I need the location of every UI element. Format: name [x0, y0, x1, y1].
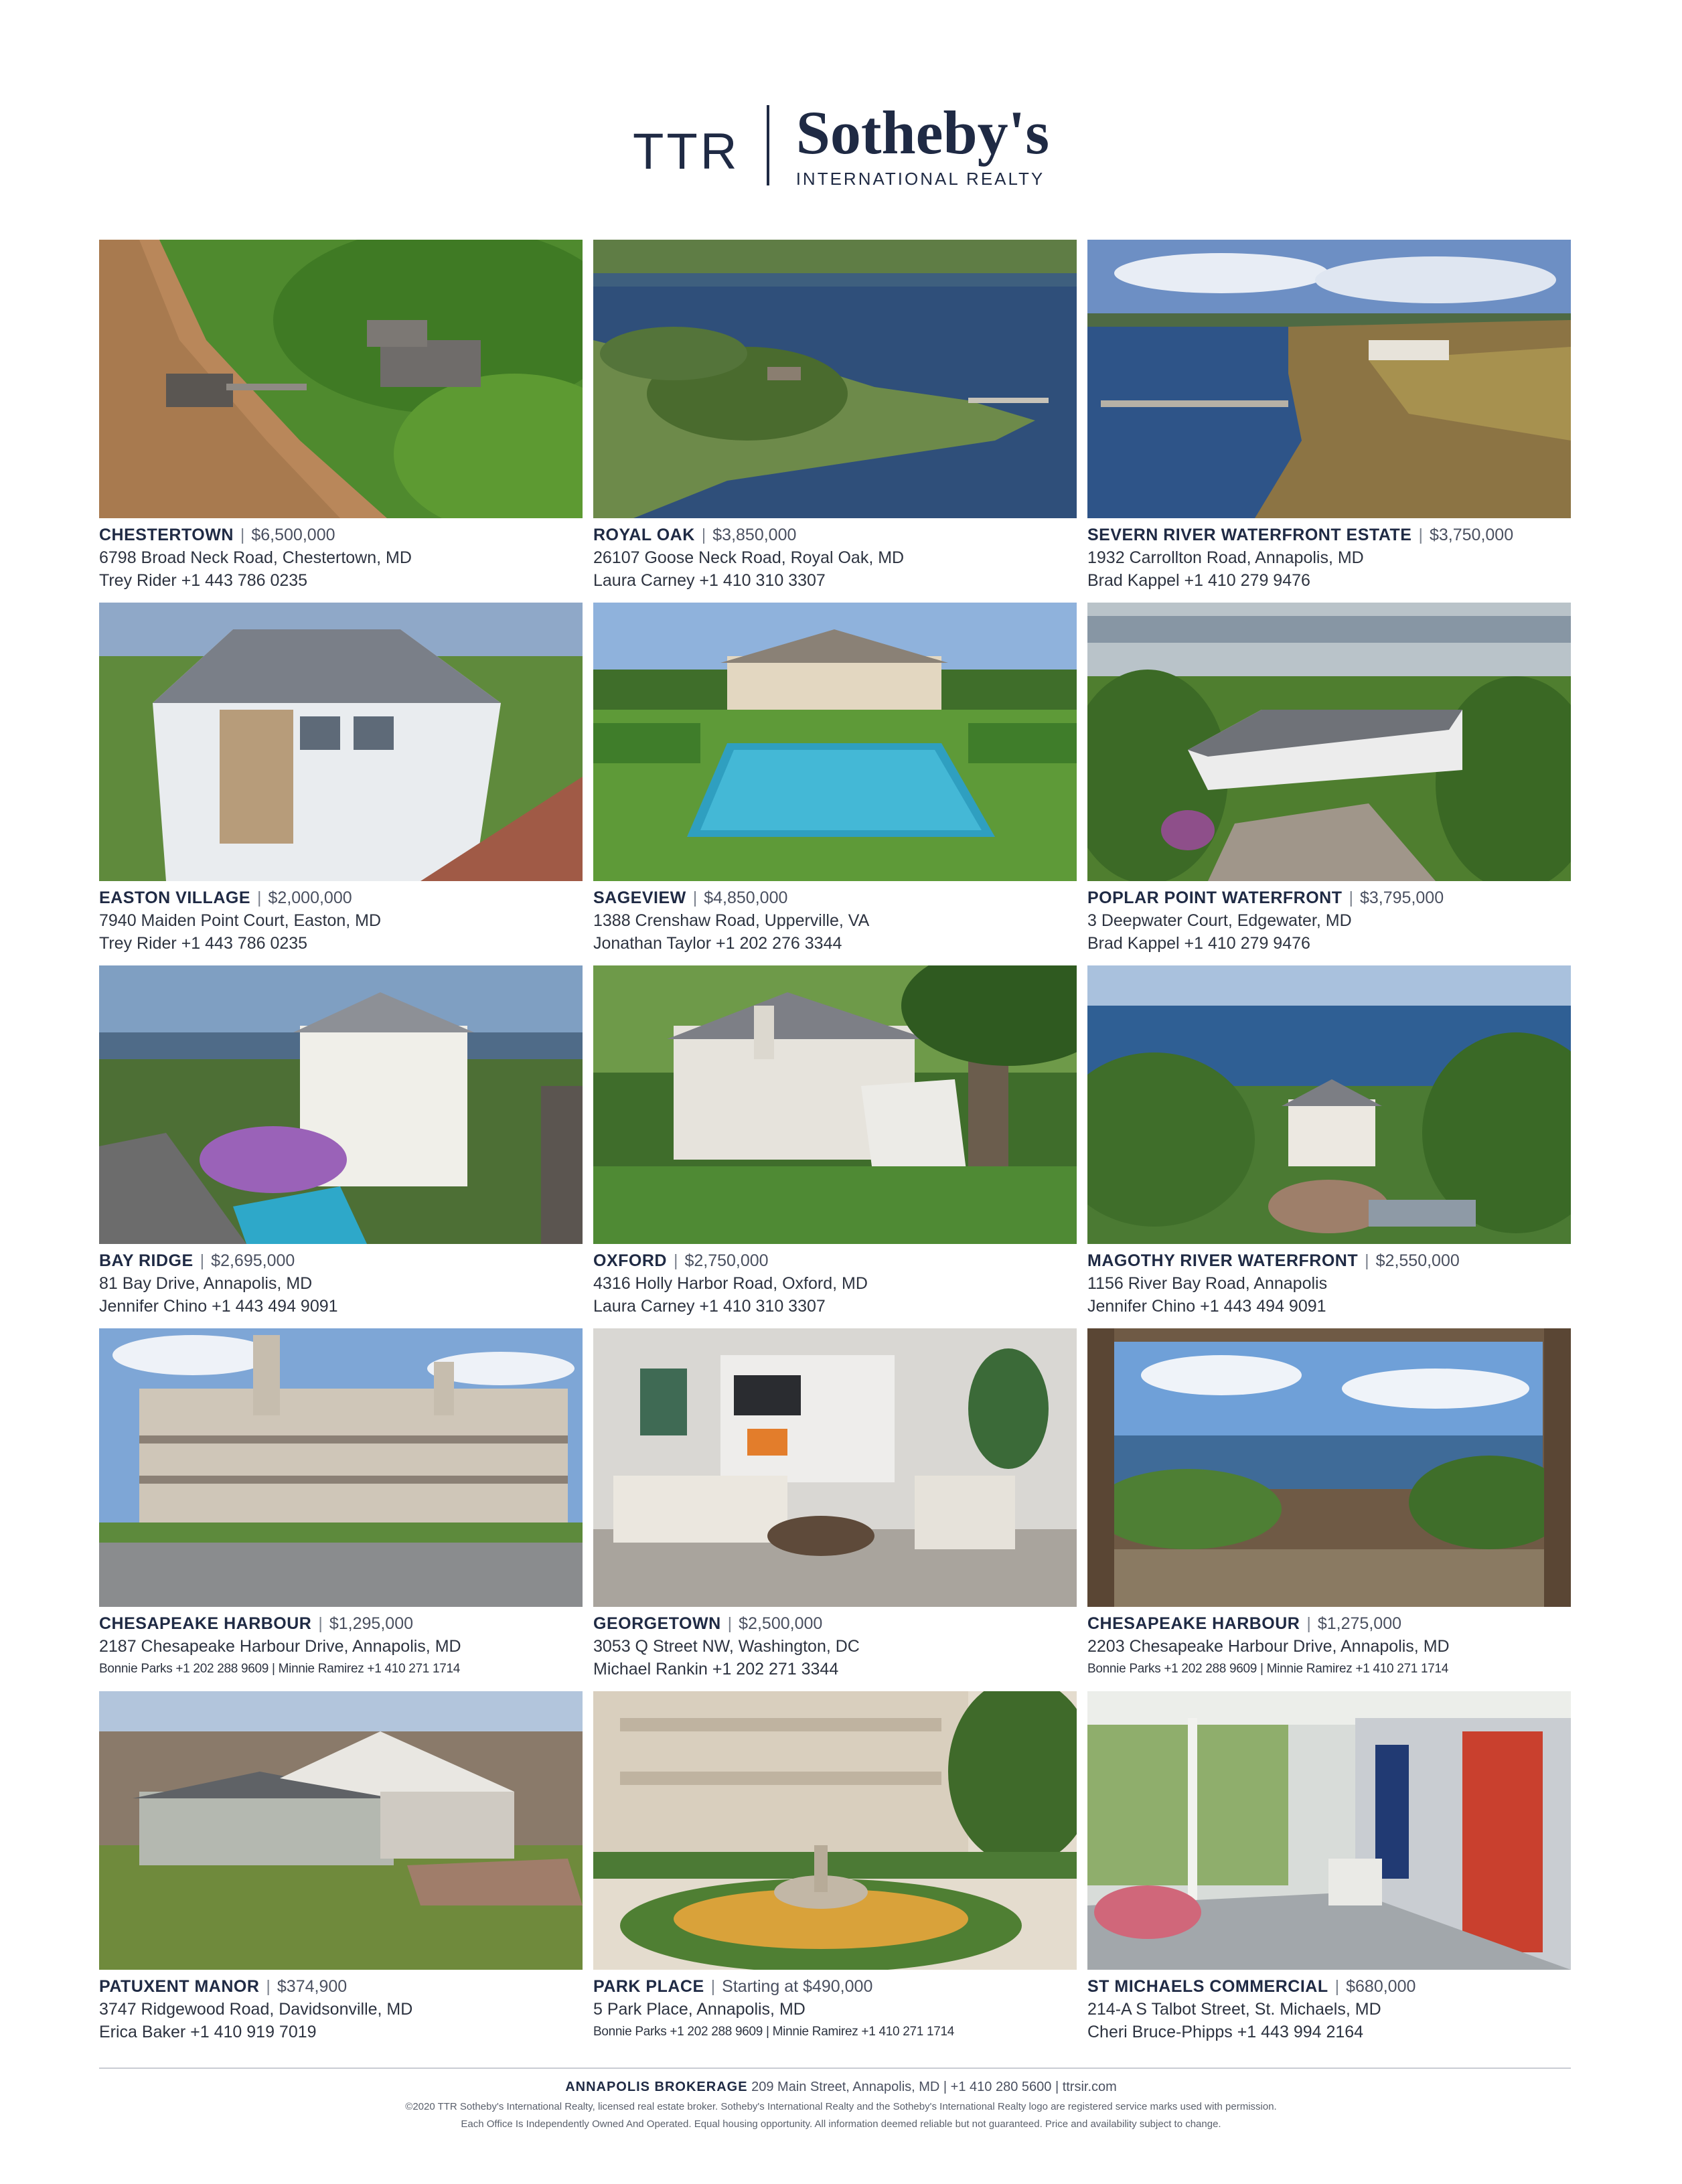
listing-caption: CHESTERTOWN | $6,500,000 6798 Broad Neck Road, Chestertown, MD Trey Rider +1 443 786 0235: [99, 524, 583, 592]
listing-name: ROYAL OAK: [593, 526, 695, 544]
listing-name: SAGEVIEW: [593, 888, 686, 907]
listing-price: $2,750,000: [684, 1251, 769, 1270]
listing-price: $680,000: [1346, 1977, 1416, 1996]
listing-price: $374,900: [277, 1977, 348, 1996]
listing-name: BAY RIDGE: [99, 1251, 194, 1270]
listing-address: 2203 Chesapeake Harbour Drive, Annapolis, MD: [1087, 1637, 1450, 1656]
listing-name: CHESTERTOWN: [99, 526, 234, 544]
listing-card[interactable]: [99, 603, 583, 965]
listing-photo: [1087, 1691, 1571, 1970]
listing-price: $3,795,000: [1359, 888, 1444, 907]
listing-card[interactable]: [593, 965, 1077, 1328]
listing-agent: Bonnie Parks +1 202 288 9609 | Minnie Ramirez +1 410 271 1714: [593, 2025, 955, 2039]
listing-photo: [593, 1691, 1077, 1970]
listing-photo: [1087, 240, 1571, 518]
listing-name: CHESAPEAKE HARBOUR: [1087, 1614, 1300, 1633]
listing-address: 5 Park Place, Annapolis, MD: [593, 2000, 806, 2019]
listing-photo: [99, 603, 583, 881]
listing-name: MAGOTHY RIVER WATERFRONT: [1087, 1251, 1359, 1270]
listing-caption: SEVERN RIVER WATERFRONT ESTATE | $3,750,000 1932 Carrollton Road, Annapolis, MD Brad Kappel +1 410 279 9476: [1087, 524, 1571, 592]
listing-agent: Bonnie Parks +1 202 288 9609 | Minnie Ramirez +1 410 271 1714: [1087, 1662, 1449, 1676]
listing-name: EASTON VILLAGE: [99, 888, 251, 907]
listing-card[interactable]: [593, 240, 1077, 603]
listing-caption: BAY RIDGE | $2,695,000 81 Bay Drive, Annapolis, MD Jennifer Chino +1 443 494 9091: [99, 1249, 583, 1318]
listing-caption: CHESAPEAKE HARBOUR | $1,295,000 2187 Chesapeake Harbour Drive, Annapolis, MD Bonnie Parks +1 202 288 9609 | Minnie Ramirez +1 410 271 1714: [99, 1612, 583, 1681]
legal-text: ©2020 TTR Sotheby's International Realty, licensed real estate broker. Sotheby's International Realty and the Sotheby's International Realty logo are registered service marks used with permission.: [405, 2101, 1277, 2112]
listing-address: 3053 Q Street NW, Washington, DC: [593, 1637, 860, 1656]
listing-agent: Trey Rider +1 443 786 0235: [99, 571, 308, 590]
listing-address: 7940 Maiden Point Court, Easton, MD: [99, 911, 382, 930]
listing-card[interactable]: [593, 1691, 1077, 2054]
listing-price: $1,275,000: [1317, 1614, 1401, 1633]
listing-caption: GEORGETOWN | $2,500,000 3053 Q Street NW, Washington, DC Michael Rankin +1 202 271 3344: [593, 1612, 1077, 1681]
listing-photo: [99, 240, 583, 518]
listing-card[interactable]: [99, 240, 583, 603]
disclaimer-text: Each Office Is Independently Owned And Operated. Equal housing opportunity. All information deemed reliable but not guaranteed. Price and availability subject to change.: [461, 2118, 1221, 2130]
listing-agent: Laura Carney +1 410 310 3307: [593, 571, 826, 590]
listing-name: PATUXENT MANOR: [99, 1977, 260, 1996]
listing-agent: Erica Baker +1 410 919 7019: [99, 2023, 317, 2041]
listing-name: ST MICHAELS COMMERCIAL: [1087, 1977, 1328, 1996]
listing-address: 3747 Ridgewood Road, Davidsonville, MD: [99, 2000, 413, 2019]
listing-address: 1388 Crenshaw Road, Upperville, VA: [593, 911, 870, 930]
logo-sothebys: Sotheby's: [795, 98, 1050, 167]
listing-agent: Trey Rider +1 443 786 0235: [99, 934, 308, 953]
listing-address: 214-A S Talbot Street, St. Michaels, MD: [1087, 2000, 1381, 2019]
listing-photo: [1087, 965, 1571, 1244]
listing-price: $2,000,000: [268, 888, 352, 907]
listing-agent: Cheri Bruce-Phipps +1 443 994 2164: [1087, 2023, 1364, 2041]
listing-card[interactable]: [1087, 603, 1571, 965]
listing-photo: [99, 1691, 583, 1970]
listing-agent: Brad Kappel +1 410 279 9476: [1087, 571, 1310, 590]
listing-price: $3,750,000: [1429, 526, 1514, 544]
listing-name: SEVERN RIVER WATERFRONT ESTATE: [1087, 526, 1412, 544]
listing-caption: ST MICHAELS COMMERCIAL | $680,000 214-A S Talbot Street, St. Michaels, MD Cheri Bruce-Phipps +1 443 994 2164: [1087, 1975, 1571, 2043]
listing-caption: PARK PLACE | Starting at $490,000 5 Park Place, Annapolis, MD Bonnie Parks +1 202 288 9609 | Minnie Ramirez +1 410 271 1714: [593, 1975, 1077, 2043]
listing-grid: [99, 240, 1571, 2054]
listing-address: 3 Deepwater Court, Edgewater, MD: [1087, 911, 1352, 930]
listing-card[interactable]: [99, 1691, 583, 2054]
listing-card[interactable]: [1087, 240, 1571, 603]
listing-agent: Laura Carney +1 410 310 3307: [593, 1297, 826, 1316]
listing-card[interactable]: [99, 1328, 583, 1691]
listing-caption: MAGOTHY RIVER WATERFRONT | $2,550,000 1156 River Bay Road, Annapolis Jennifer Chino +1 443 494 9091: [1087, 1249, 1571, 1318]
listing-card[interactable]: [1087, 1691, 1571, 2054]
listing-price: Starting at $490,000: [722, 1977, 873, 1996]
listing-photo: [1087, 603, 1571, 881]
listing-address: 81 Bay Drive, Annapolis, MD: [99, 1274, 313, 1293]
listing-address: 26107 Goose Neck Road, Royal Oak, MD: [593, 548, 905, 567]
listing-name: GEORGETOWN: [593, 1614, 721, 1633]
listing-agent: Brad Kappel +1 410 279 9476: [1087, 934, 1310, 953]
logo-ttr: TTR: [632, 123, 740, 180]
listing-name: OXFORD: [593, 1251, 667, 1270]
listing-caption: CHESAPEAKE HARBOUR | $1,275,000 2203 Chesapeake Harbour Drive, Annapolis, MD Bonnie Parks +1 202 288 9609 | Minnie Ramirez +1 410 271 1714: [1087, 1612, 1571, 1681]
listing-agent: Bonnie Parks +1 202 288 9609 | Minnie Ramirez +1 410 271 1714: [99, 1662, 461, 1676]
listing-name: CHESAPEAKE HARBOUR: [99, 1614, 312, 1633]
listing-name: POPLAR POINT WATERFRONT: [1087, 888, 1343, 907]
logo-subtitle: INTERNATIONAL REALTY: [795, 169, 1045, 189]
listing-address: 6798 Broad Neck Road, Chestertown, MD: [99, 548, 412, 567]
listing-card[interactable]: [1087, 965, 1571, 1328]
listing-photo: [593, 1328, 1077, 1607]
listing-photo: [99, 1328, 583, 1607]
listing-card[interactable]: [593, 603, 1077, 965]
listing-address: 1156 River Bay Road, Annapolis: [1087, 1274, 1328, 1293]
listing-caption: SAGEVIEW | $4,850,000 1388 Crenshaw Road, Upperville, VA Jonathan Taylor +1 202 276 3344: [593, 886, 1077, 955]
listing-caption: OXFORD | $2,750,000 4316 Holly Harbor Road, Oxford, MD Laura Carney +1 410 310 3307: [593, 1249, 1077, 1318]
listing-card[interactable]: [593, 1328, 1077, 1691]
listing-caption: POPLAR POINT WATERFRONT | $3,795,000 3 Deepwater Court, Edgewater, MD Brad Kappel +1 410 279 9476: [1087, 886, 1571, 955]
listing-address: 4316 Holly Harbor Road, Oxford, MD: [593, 1274, 868, 1293]
listing-photo: [593, 240, 1077, 518]
listing-caption: PATUXENT MANOR | $374,900 3747 Ridgewood Road, Davidsonville, MD Erica Baker +1 410 919 7019: [99, 1975, 583, 2043]
listing-agent: Jennifer Chino +1 443 494 9091: [1087, 1297, 1326, 1316]
footer-divider: [99, 2068, 1571, 2069]
brokerage-info: 209 Main Street, Annapolis, MD | +1 410 280 5600 | ttrsir.com: [751, 2080, 1117, 2094]
listing-card[interactable]: [99, 965, 583, 1328]
listing-agent: Jennifer Chino +1 443 494 9091: [99, 1297, 338, 1316]
listing-card[interactable]: [1087, 1328, 1571, 1691]
brand-logo: [0, 100, 1682, 189]
listing-photo: [593, 965, 1077, 1244]
listing-agent: Michael Rankin +1 202 271 3344: [593, 1660, 839, 1679]
listing-price: $1,295,000: [329, 1614, 413, 1633]
listing-caption: ROYAL OAK | $3,850,000 26107 Goose Neck Road, Royal Oak, MD Laura Carney +1 410 310 3307: [593, 524, 1077, 592]
listing-caption: EASTON VILLAGE | $2,000,000 7940 Maiden Point Court, Easton, MD Trey Rider +1 443 786 0235: [99, 886, 583, 955]
listing-address: 1932 Carrollton Road, Annapolis, MD: [1087, 548, 1364, 567]
listing-price: $4,850,000: [704, 888, 788, 907]
listing-price: $2,550,000: [1375, 1251, 1460, 1270]
listing-price: $6,500,000: [251, 526, 335, 544]
footer: [0, 2076, 1682, 2133]
listing-photo: [99, 965, 583, 1244]
listing-agent: Jonathan Taylor +1 202 276 3344: [593, 934, 842, 953]
listing-photo: [593, 603, 1077, 881]
listing-price: $2,695,000: [211, 1251, 295, 1270]
listing-address: 2187 Chesapeake Harbour Drive, Annapolis, MD: [99, 1637, 461, 1656]
brokerage-label: ANNAPOLIS BROKERAGE: [565, 2080, 748, 2094]
listing-name: PARK PLACE: [593, 1977, 704, 1996]
listing-price: $2,500,000: [739, 1614, 823, 1633]
brokerage-line: [0, 2076, 1682, 2098]
listing-photo: [1087, 1328, 1571, 1607]
listing-price: $3,850,000: [712, 526, 797, 544]
